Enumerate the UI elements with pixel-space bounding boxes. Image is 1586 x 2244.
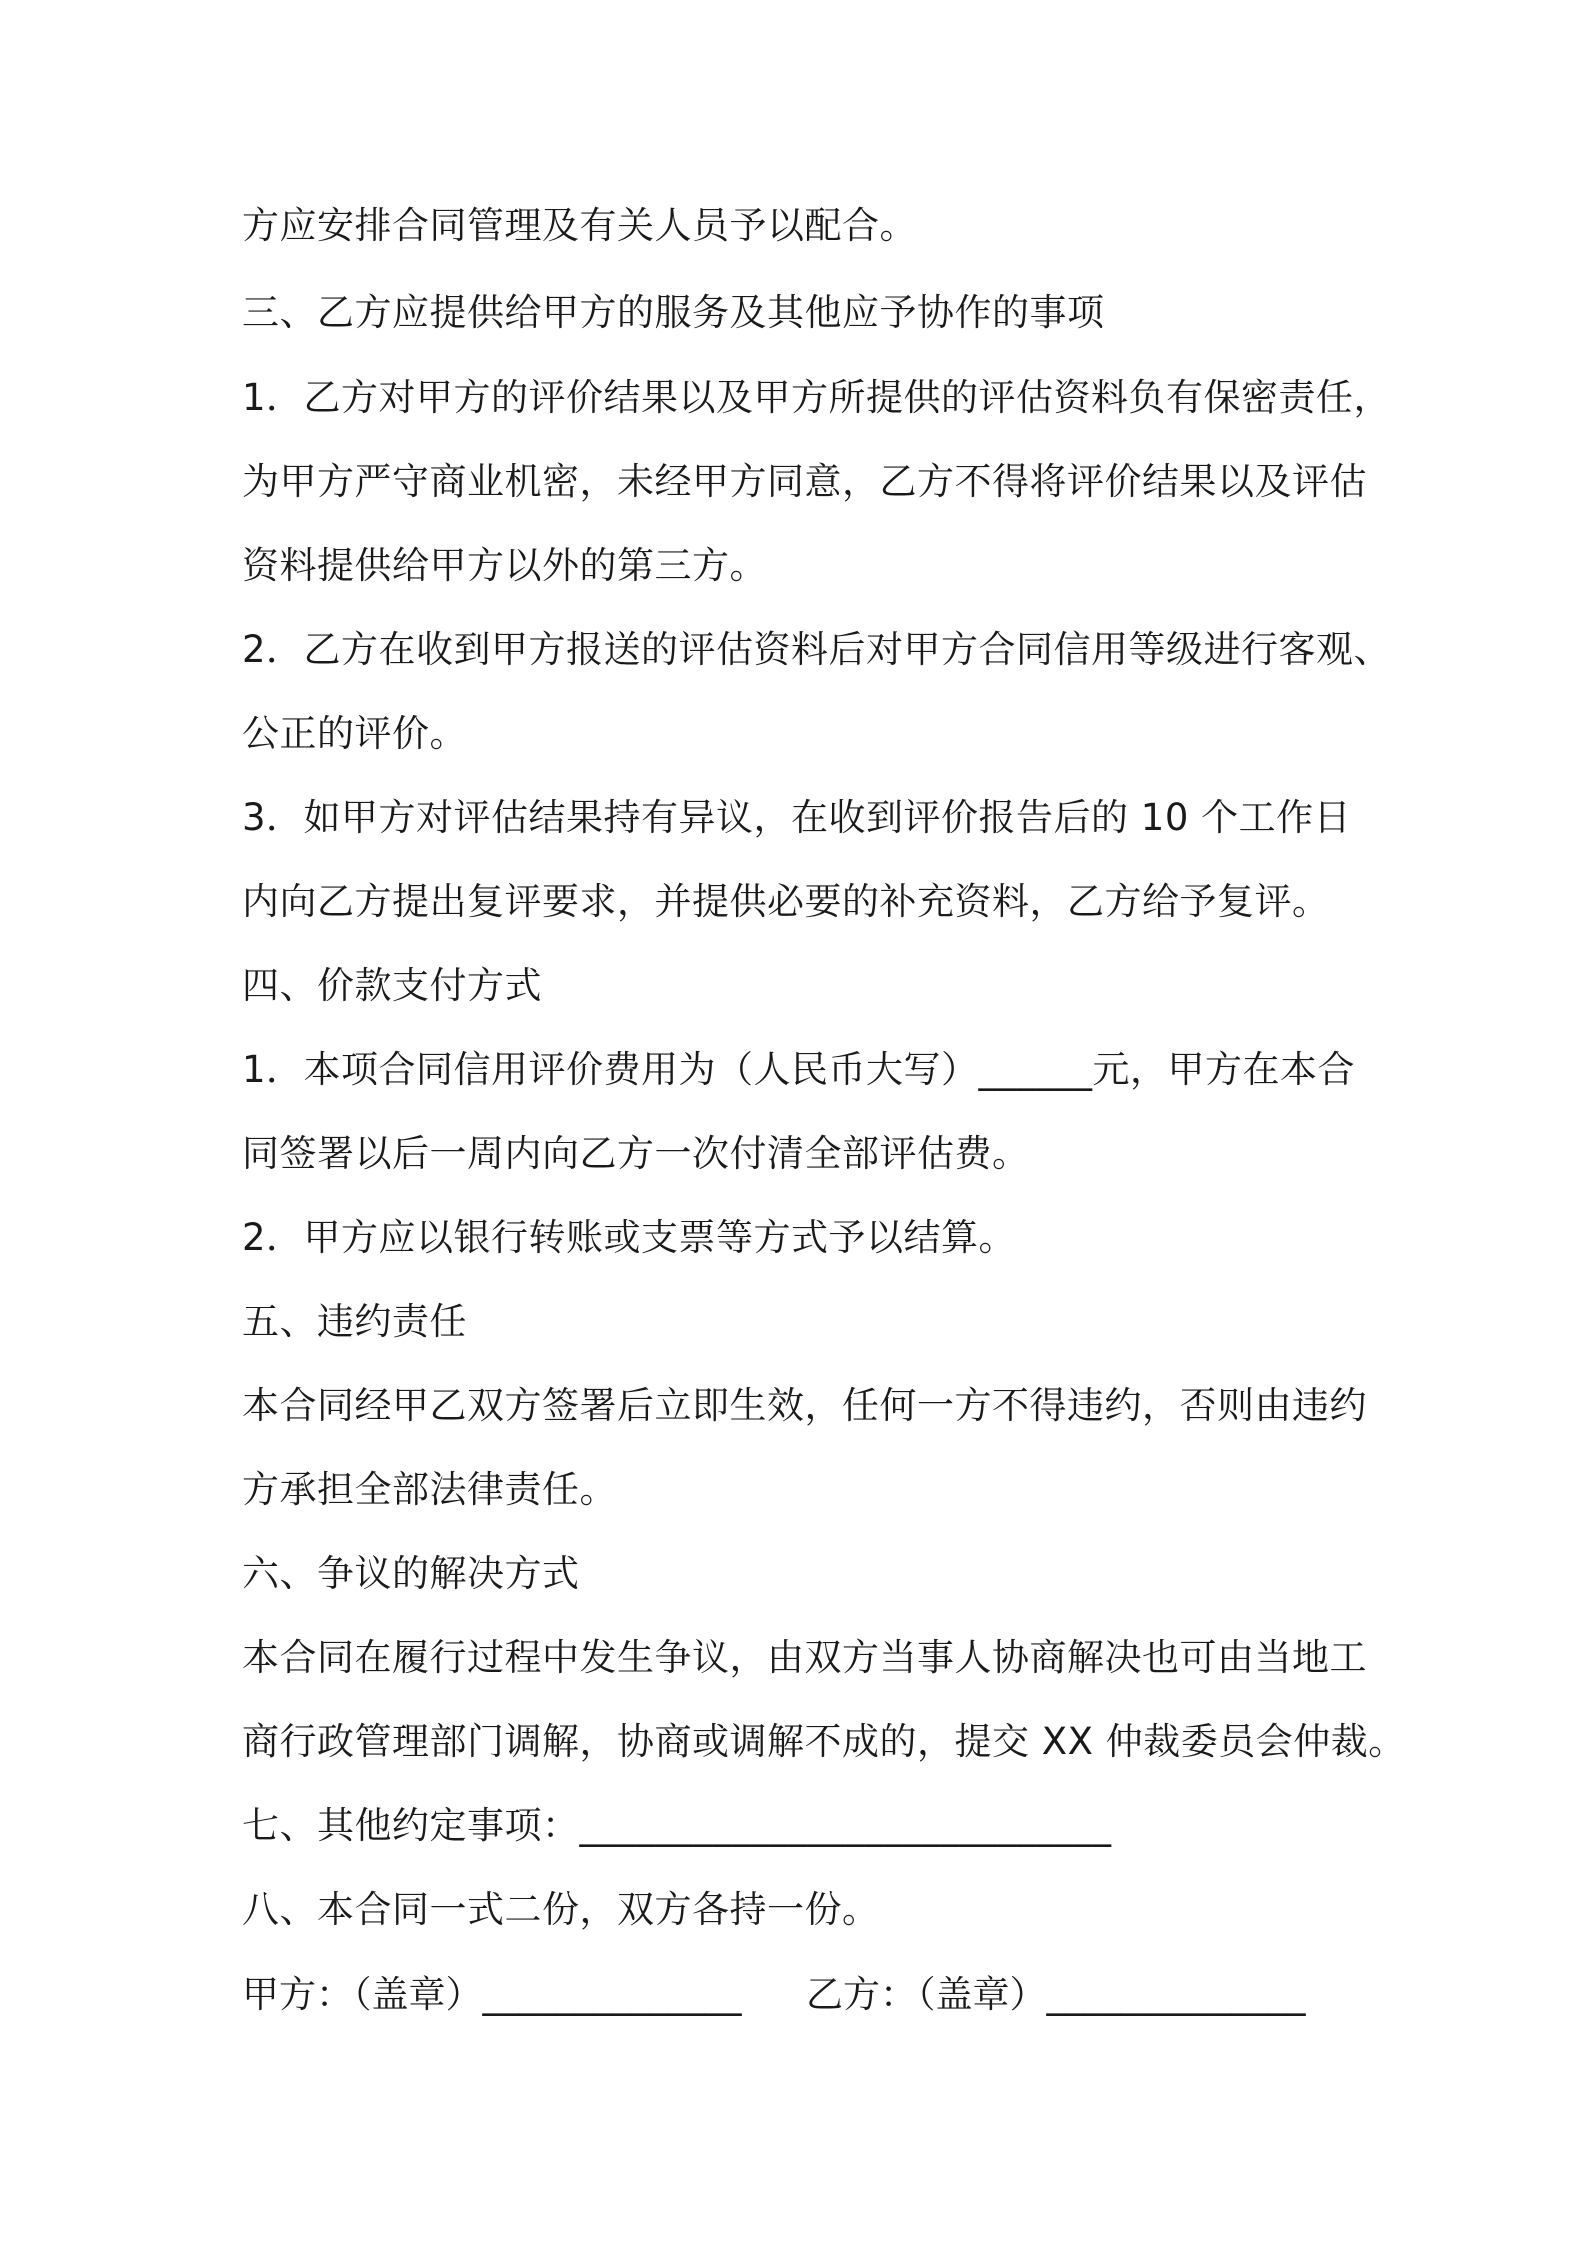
text-line: 方应安排合同管理及有关人员予以配合。 (242, 204, 917, 247)
text-line: 公正的评价。 (242, 712, 467, 755)
section-heading: 七、其他约定事项：____________________________ (242, 1804, 1112, 1847)
text-line: 本合同经甲乙双方签署后立即生效，任何一方不得违约，否则由违约 (242, 1384, 1367, 1427)
text-line: 本合同在履行过程中发生争议，由双方当事人协商解决也可由当地工 (242, 1636, 1367, 1679)
text-line: 方承担全部法律责任。 (242, 1468, 617, 1511)
text-line: 1．乙方对甲方的评价结果以及甲方所提供的评估资料负有保密责任， (242, 376, 1392, 419)
section-heading: 六、争议的解决方式 (242, 1552, 580, 1595)
text-line: 3．如甲方对评估结果持有异议，在收到评价报告后的 10 个工作日 (242, 796, 1352, 839)
party-b-signature: 乙方：（盖章）______________ (806, 1973, 1306, 2016)
text-line: 内向乙方提出复评要求，并提供必要的补充资料，乙方给予复评。 (242, 880, 1330, 923)
section-heading: 五、违约责任 (242, 1300, 467, 1343)
party-a-signature: 甲方：（盖章）______________ (242, 1973, 742, 2016)
text-line: 同签署以后一周内向乙方一次付清全部评估费。 (242, 1132, 1030, 1175)
section-heading: 四、价款支付方式 (242, 964, 542, 1007)
text-line: 资料提供给甲方以外的第三方。 (242, 544, 767, 587)
section-heading: 三、乙方应提供给甲方的服务及其他应予协作的事项 (242, 291, 1105, 334)
text-line: 商行政管理部门调解，协商或调解不成的，提交 XX 仲裁委员会仲裁。 (242, 1720, 1406, 1763)
text-line: 为甲方严守商业机密，未经甲方同意，乙方不得将评价结果以及评估 (242, 460, 1367, 503)
text-line: 2．乙方在收到甲方报送的评估资料后对甲方合同信用等级进行客观、 (242, 628, 1392, 671)
text-line: 1．本项合同信用评价费用为（人民币大写）______元，甲方在本合 (242, 1048, 1356, 1091)
text-line: 2．甲方应以银行转账或支票等方式予以结算。 (242, 1216, 1017, 1259)
section-heading: 八、本合同一式二份，双方各持一份。 (242, 1888, 880, 1931)
